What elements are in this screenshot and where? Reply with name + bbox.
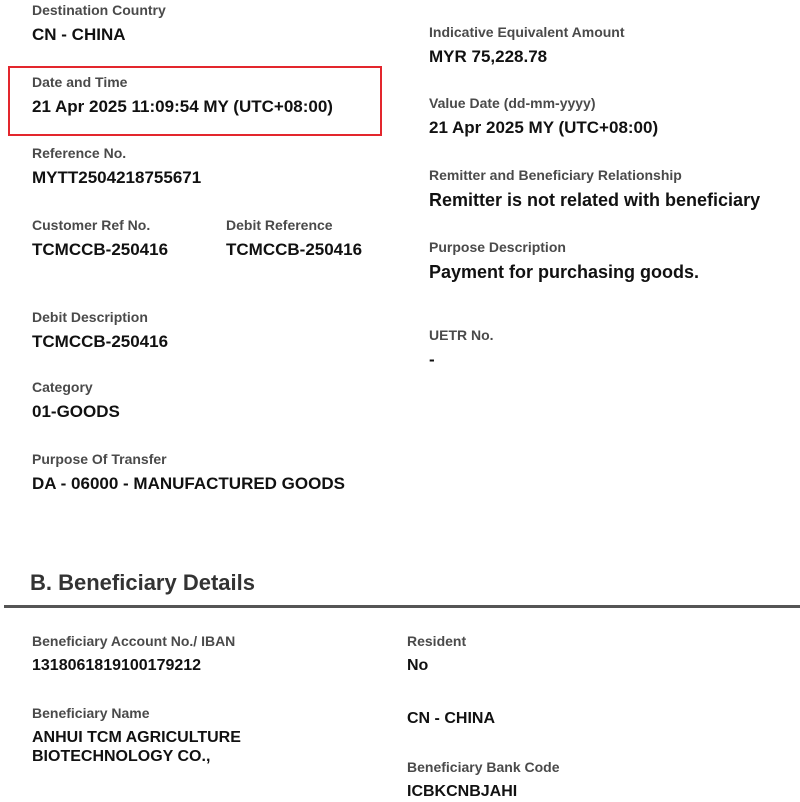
category-field xyxy=(32,379,120,422)
purpose-of-transfer-value: DA - 06000 - MANUFACTURED GOODS xyxy=(32,474,345,493)
reference-no-label: Reference No. xyxy=(32,145,127,161)
beneficiary-name-label: Beneficiary Name xyxy=(32,705,150,721)
relationship-label: Remitter and Beneficiary Relationship xyxy=(429,167,682,183)
resident-field xyxy=(407,633,466,676)
beneficiary-name-value xyxy=(32,728,241,766)
relationship-value: Remitter is not related with beneficiary xyxy=(429,190,761,210)
value-date-field xyxy=(429,95,658,138)
category-value: 01-GOODS xyxy=(32,402,120,421)
relationship-field xyxy=(429,167,760,210)
purpose-of-transfer-field xyxy=(32,451,345,494)
debit-reference-field xyxy=(226,217,362,260)
reference-no-value: MYTT2504218755671 xyxy=(32,168,202,187)
uetr-label: UETR No. xyxy=(429,327,494,343)
beneficiary-bank-code-label: Beneficiary Bank Code xyxy=(407,759,560,775)
beneficiary-country-value: CN - CHINA xyxy=(407,710,495,727)
indicative-amount-label: Indicative Equivalent Amount xyxy=(429,24,625,40)
purpose-description-field xyxy=(429,239,699,282)
beneficiary-name-line-2: BIOTECHNOLOGY CO., xyxy=(32,748,211,765)
beneficiary-bank-code-field xyxy=(407,759,560,802)
customer-ref-value: TCMCCB-250416 xyxy=(32,240,169,259)
beneficiary-account-label: Beneficiary Account No./ IBAN xyxy=(32,633,236,649)
category-label: Category xyxy=(32,379,93,395)
debit-reference-value: TCMCCB-250416 xyxy=(226,240,363,259)
resident-value: No xyxy=(407,657,429,674)
resident-label: Resident xyxy=(407,633,467,649)
value-date-value: 21 Apr 2025 MY (UTC+08:00) xyxy=(429,118,659,137)
purpose-description-label: Purpose Description xyxy=(429,239,566,255)
beneficiary-name-line-1: ANHUI TCM AGRICULTURE xyxy=(32,729,241,746)
date-time-value: 21 Apr 2025 11:09:54 MY (UTC+08:00) xyxy=(32,97,333,116)
value-date-label: Value Date (dd-mm-yyyy) xyxy=(429,95,596,111)
uetr-field xyxy=(429,327,494,370)
beneficiary-bank-code-value: ICBKCNBJAHI xyxy=(407,783,518,800)
beneficiary-account-field xyxy=(32,633,235,676)
beneficiary-account-value: 1318061819100179212 xyxy=(32,657,202,674)
debit-description-label: Debit Description xyxy=(32,309,148,325)
customer-ref-label: Customer Ref No. xyxy=(32,217,151,233)
purpose-of-transfer-label: Purpose Of Transfer xyxy=(32,451,167,467)
customer-ref-field xyxy=(32,217,168,260)
beneficiary-country-field xyxy=(407,709,495,729)
destination-country-field xyxy=(32,2,166,45)
reference-no-field xyxy=(32,145,201,188)
debit-description-field xyxy=(32,309,168,352)
debit-description-value: TCMCCB-250416 xyxy=(32,332,169,351)
destination-country-label: Destination Country xyxy=(32,2,166,18)
date-time-label: Date and Time xyxy=(32,74,128,90)
beneficiary-section-title: B. Beneficiary Details xyxy=(30,570,255,595)
section-divider xyxy=(4,605,800,608)
debit-reference-label: Debit Reference xyxy=(226,217,333,233)
indicative-amount-field xyxy=(429,24,625,67)
date-time-field xyxy=(32,74,333,117)
uetr-value: - xyxy=(429,350,435,369)
indicative-amount-value: MYR 75,228.78 xyxy=(429,47,548,66)
beneficiary-name-field xyxy=(32,705,241,766)
destination-country-value: CN - CHINA xyxy=(32,25,126,44)
purpose-description-value: Payment for purchasing goods. xyxy=(429,262,700,282)
